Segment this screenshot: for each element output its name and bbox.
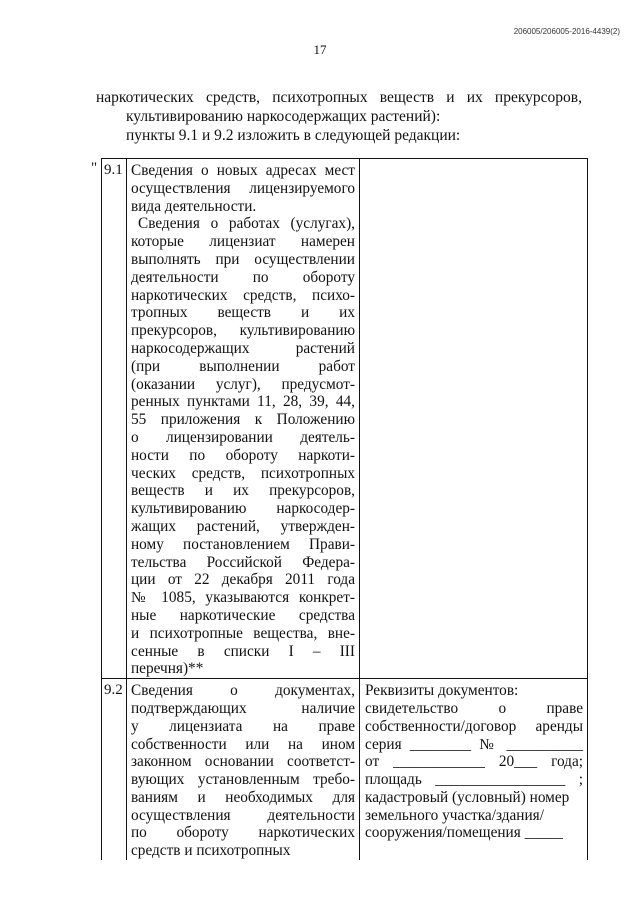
intro-text [96, 88, 582, 145]
table-row [102, 159, 588, 679]
cell-text-line: ные наркотические средства [131, 606, 355, 624]
cell-text-line: Сведения о документах, [131, 682, 355, 700]
cell-text-line: Сведения о работах (услугах), [138, 215, 355, 233]
cell-text-line: и психотропные вещества, вне- [131, 624, 355, 642]
cell-text-line: 55 приложения к Положению [131, 411, 355, 429]
cell-text-line: наркотических средств, психо- [131, 286, 355, 304]
cell-text-line: ваниям и необходимых для [131, 788, 355, 806]
cell-text-line: вующих установленным требо- [131, 771, 355, 789]
cell-text-line: собственности или на ином [131, 735, 355, 753]
cell-text-line: по обороту наркотических [131, 824, 355, 842]
cell-text-line: веществ и их прекурсоров, [131, 482, 355, 500]
intro-line-2: культивированию наркосодержащих растений): [126, 108, 441, 125]
cell-text-line: наркосодержащих растений [131, 339, 355, 357]
cell-text-line: ческих средств, психотропных [131, 464, 355, 482]
cell-text-line: ренных пунктами 11, 28, 39, 44, [131, 393, 355, 411]
cell-text-line: ности по обороту наркоти- [131, 446, 355, 464]
cell-text-line: тельства Российской Федера- [131, 553, 355, 571]
cell-text-line: сенные в списки I – III [131, 642, 355, 660]
opening-quote: " [91, 160, 98, 176]
cell-text-line: средств и психотропных [131, 842, 291, 860]
cell-text-line: от ____________ 20___ года; [365, 753, 583, 771]
cell-text-line: земельного участка/здания/ [365, 806, 544, 824]
cell-text-line: № 1085, указываются конкрет- [131, 589, 355, 607]
page-number: 17 [313, 42, 327, 57]
intro-line-3: пункты 9.1 и 9.2 изложить в следующей редакции: [126, 127, 461, 144]
cell-text-line: которые лицензиат намерен [131, 233, 355, 251]
cell-text-line: (при выполнении работ [131, 357, 355, 375]
row-number: 9.1 [102, 159, 127, 679]
cell-text-line: прекурсоров, культивированию [131, 322, 355, 340]
cell-text-line: ному постановлением Прави- [131, 535, 355, 553]
cell-text-line: площадь _________________ ; [365, 771, 583, 789]
cell-text-line: ции от 22 декабря 2011 года [131, 571, 355, 589]
row-description [127, 159, 360, 679]
cell-text-line: кадастровый (условный) номер [365, 788, 570, 806]
cell-text-line: Реквизиты документов: [365, 682, 519, 700]
cell-text-line: осуществления лицензируемого [131, 179, 355, 197]
row-requisites [360, 159, 588, 679]
cell-text-line: (оказании услуг), предусмот- [131, 375, 355, 393]
cell-text-line: деятельности по обороту [131, 268, 355, 286]
cell-text-line: вида деятельности. [131, 197, 257, 215]
row-description [127, 679, 360, 860]
cell-text-line: перечня)** [131, 660, 204, 678]
cell-text-line: осуществления деятельности [131, 806, 355, 824]
cell-text-line: собственности/договор аренды [365, 717, 583, 735]
cell-text-line: подтверждающих наличие [131, 699, 355, 717]
cell-text-line: сооружения/помещения _____ [365, 824, 563, 842]
cell-text-line: серия ________ № __________ [365, 735, 583, 753]
cell-text-line: о лицензировании деятель- [131, 428, 355, 446]
cell-text-line: жащих растений, утвержден- [131, 517, 355, 535]
cell-text-line: законном основании соответст- [131, 753, 355, 771]
table-row [102, 679, 588, 860]
cell-text-line: тропных веществ и их [131, 304, 355, 322]
amendments-table [101, 158, 588, 860]
row-requisites [360, 679, 588, 860]
cell-text-line: свидетельство о праве [365, 699, 583, 717]
intro-line-1: наркотических средств, психотропных веществ и их прекурсоров, [96, 89, 582, 106]
cell-text-line: выполнять при осуществлении [131, 250, 355, 268]
cell-text-line: у лицензиата на праве [131, 717, 355, 735]
document-id: 206005/206005-2016-4439(2) [513, 27, 620, 36]
cell-text-line: культивированию наркосодер- [131, 500, 355, 518]
cell-text-line: Сведения о новых адресах мест [131, 162, 355, 179]
row-number: 9.2 [102, 679, 127, 860]
